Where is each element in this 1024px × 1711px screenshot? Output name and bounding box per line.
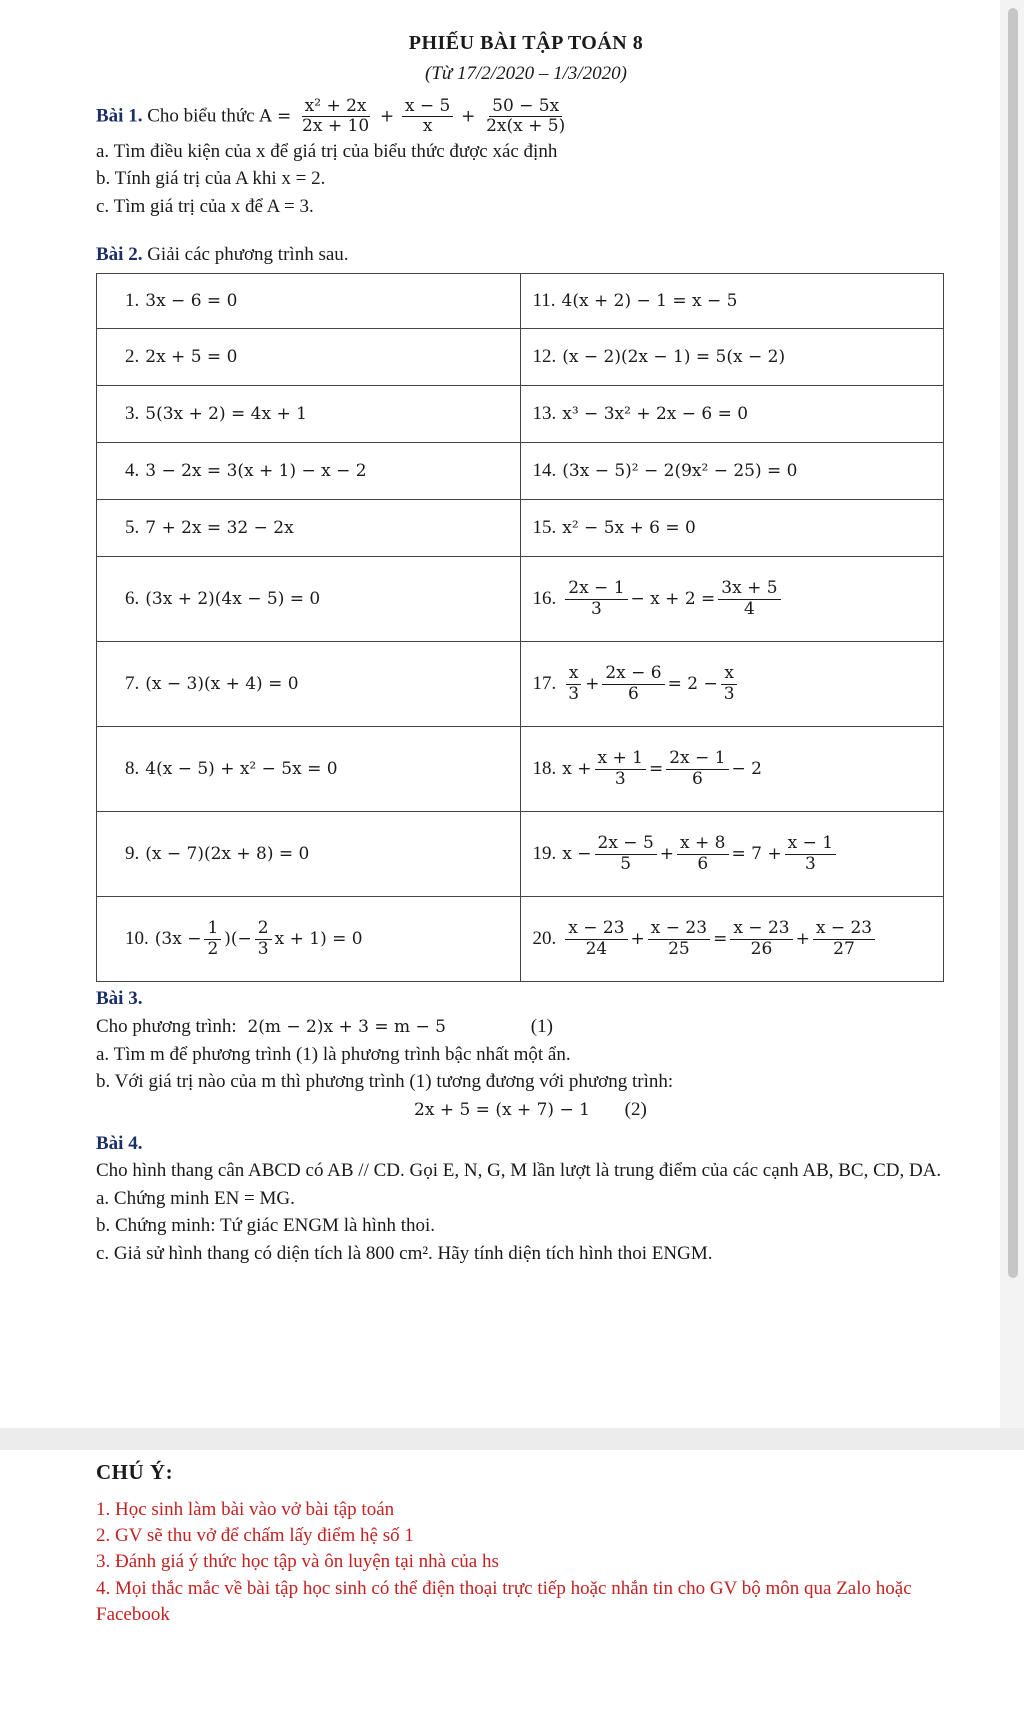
equation-cell <box>520 274 944 329</box>
fraction-denominator: 2x + 10 <box>302 116 370 137</box>
fraction-denominator: 27 <box>833 938 855 959</box>
equation-text: (3x − 5)² − 2(9x² − 25) = 0 <box>562 461 798 482</box>
equation-operator: = <box>713 928 728 949</box>
equation-operator: (3x − <box>154 928 202 949</box>
equation-cell <box>97 443 521 500</box>
equation-cell <box>97 642 521 727</box>
bai2-intro: Giải các phương trình sau. <box>147 243 349 265</box>
bai2-heading <box>96 242 956 268</box>
equation-cell <box>97 329 521 386</box>
equation-text: 5(3x + 2) = 4x + 1 <box>145 404 307 425</box>
bai1-intro: Cho biểu thức <box>147 105 255 127</box>
equation-operator: + <box>795 928 810 949</box>
fraction-denominator: 3 <box>723 683 735 704</box>
fraction-denominator: 3 <box>614 768 626 789</box>
equation-number: 9. <box>125 843 140 865</box>
bai1-fraction-3 <box>483 97 568 137</box>
fraction-numerator: x <box>721 664 737 685</box>
equation-expression <box>154 918 363 959</box>
equation-expression <box>562 663 740 704</box>
equation-cell <box>520 329 944 386</box>
equation-operator: = 7 + <box>731 843 782 864</box>
fraction-numerator: x − 23 <box>813 919 875 940</box>
equation-text: 4(x + 2) − 1 = x − 5 <box>561 291 738 312</box>
bai3-item-b: b. Với giá trị nào của m thì phương trình (1) tương đương với phương trình: <box>96 1071 674 1093</box>
plus-sign: + <box>379 106 395 127</box>
fraction-denominator: 4 <box>744 598 755 619</box>
fraction-numerator: x − 1 <box>785 834 836 855</box>
bai1-item-a: a. Tìm điều kiện của x để giá trị của biểu thức được xác định <box>96 140 558 162</box>
equation-operator: + <box>630 928 645 949</box>
fraction-denominator: 3 <box>568 683 580 704</box>
equation-operator: = 2 − <box>667 673 718 694</box>
equation-text: 3 − 2x = 3(x + 1) − x − 2 <box>145 461 367 482</box>
equation-number: 12. <box>532 346 557 368</box>
equation-number: 4. <box>125 460 140 482</box>
fraction <box>595 749 646 789</box>
scrollbar-thumb[interactable] <box>1008 8 1018 1278</box>
fraction-numerator: x² + 2x <box>302 97 370 118</box>
fraction-denominator: 3 <box>257 938 269 959</box>
fraction <box>565 579 627 619</box>
bai1-expr-lhs: A = <box>259 106 292 127</box>
fraction <box>565 919 627 959</box>
bai3-equation-2-tag: (2) <box>624 1098 647 1120</box>
bai4-intro: Cho hình thang cân ABCD có AB // CD. Gọi E, N, G, M lần lượt là trung điểm của các cạnh AB, BC, CD, DA. <box>96 1160 942 1182</box>
equations-table <box>96 273 944 982</box>
fraction-denominator: x <box>422 116 433 137</box>
worksheet-content <box>96 30 956 1269</box>
table-row <box>97 812 944 897</box>
bai1-label: Bài 1. <box>96 105 143 127</box>
equation-text: 7 + 2x = 32 − 2x <box>145 518 294 539</box>
fraction <box>718 579 780 619</box>
fraction-numerator: x − 23 <box>648 919 710 940</box>
equation-expression <box>562 748 762 789</box>
fraction <box>565 664 582 704</box>
bai4-item-a: a. Chứng minh EN = MG. <box>96 1187 295 1209</box>
equation-number: 14. <box>532 460 557 482</box>
fraction-numerator: x − 23 <box>565 919 627 940</box>
equation-number: 2. <box>125 346 140 368</box>
fraction <box>730 919 792 959</box>
fraction <box>204 919 221 959</box>
equation-cell <box>97 274 521 329</box>
fraction-denominator: 26 <box>750 938 773 959</box>
plus-sign: + <box>461 106 476 127</box>
fraction <box>721 664 738 704</box>
fraction-numerator: x − 23 <box>730 919 792 940</box>
table-row <box>97 557 944 642</box>
fraction <box>813 919 875 959</box>
equation-cell <box>97 386 521 443</box>
equation-operator: + <box>585 673 600 694</box>
fraction-denominator: 6 <box>628 683 639 704</box>
worksheet-date-range: (Từ 17/2/2020 – 1/3/2020) <box>425 63 627 84</box>
equation-number: 5. <box>125 517 140 539</box>
equation-text: x² − 5x + 6 = 0 <box>562 518 696 539</box>
fraction-numerator: x + 8 <box>677 834 728 855</box>
fraction-numerator: 50 − 5x <box>489 97 562 118</box>
bai1-expression-line <box>96 97 956 137</box>
fraction-denominator: 2x(x + 5) <box>486 116 566 137</box>
note-item: 1. Học sinh làm bài vào vở bài tập toán <box>96 1499 395 1520</box>
fraction-denominator: 3 <box>590 598 602 619</box>
bai2-label: Bài 2. <box>96 243 143 265</box>
equation-text: x³ − 3x² + 2x − 6 = 0 <box>562 404 749 425</box>
equation-number: 10. <box>125 927 149 949</box>
bai1-fraction-1 <box>299 97 372 137</box>
equation-number: 13. <box>532 403 557 425</box>
fraction-numerator: 2x − 6 <box>602 664 664 685</box>
equation-operator: − 2 <box>731 758 762 779</box>
equation-cell <box>520 443 944 500</box>
note-item: 3. Đánh giá ý thức học tập và ôn luyện tại nhà của hs <box>96 1551 499 1573</box>
fraction-denominator: 25 <box>668 938 690 959</box>
fraction-numerator: 2 <box>255 919 272 940</box>
equation-expression <box>562 918 878 959</box>
fraction <box>602 664 664 704</box>
bai4-item-c: c. Giả sử hình thang có diện tích là 800 cm². Hãy tính diện tích hình thoi ENGM. <box>96 1243 713 1265</box>
equation-number: 3. <box>125 403 140 425</box>
equation-cell <box>520 557 944 642</box>
note-item: 2. GV sẽ thu vở để chấm lấy điểm hệ số 1 <box>96 1525 414 1547</box>
equation-text: 2x + 5 = 0 <box>145 347 238 368</box>
equation-cell <box>520 500 944 557</box>
equation-cell <box>520 897 944 982</box>
equation-number: 6. <box>125 588 140 610</box>
fraction-numerator: x <box>566 664 582 685</box>
section-divider <box>0 1428 1024 1450</box>
fraction-numerator: x − 5 <box>402 97 453 118</box>
note-item: 4. Mọi thắc mắc về bài tập học sinh có thể điện thoại trực tiếp hoặc nhắn tin cho GV bộ môn qua Zalo hoặc Facebook <box>96 1577 912 1625</box>
table-row <box>97 727 944 812</box>
fraction-denominator: 3 <box>804 853 816 874</box>
equation-number: 18. <box>532 757 557 779</box>
bai1-item-c: c. Tìm giá trị của x để A = 3. <box>96 196 314 218</box>
fraction-numerator: 3x + 5 <box>718 579 780 600</box>
equation-number: 20. <box>532 927 557 949</box>
equation-number: 15. <box>532 517 557 539</box>
equation-cell <box>520 386 944 443</box>
bai3-equation-2: 2x + 5 = (x + 7) − 1 <box>414 1099 590 1120</box>
table-row <box>97 274 944 329</box>
bai4-item-b: b. Chứng minh: Tứ giác ENGM là hình thoi. <box>96 1215 436 1237</box>
fraction-numerator: 2x − 5 <box>595 834 657 855</box>
bai3-equation-2-line <box>96 1097 956 1123</box>
fraction-numerator: 1 <box>204 919 221 940</box>
fraction <box>648 919 710 959</box>
equation-text: 3x − 6 = 0 <box>145 291 238 312</box>
table-row <box>97 642 944 727</box>
table-row <box>97 443 944 500</box>
equation-number: 19. <box>532 842 557 864</box>
equation-operator: + <box>659 843 675 864</box>
bai1-item-b: b. Tính giá trị của A khi x = 2. <box>96 168 326 190</box>
bai4-label: Bài 4. <box>96 1132 143 1154</box>
equation-operator: − x + 2 = <box>630 588 716 609</box>
equation-text: (x − 2)(2x − 1) = 5(x − 2) <box>562 347 786 368</box>
equation-text: (3x + 2)(4x − 5) = 0 <box>145 589 321 610</box>
bai1-fraction-2 <box>402 97 453 137</box>
equation-text: (x − 3)(x + 4) = 0 <box>145 674 299 695</box>
bai3-equation-1-line <box>96 1014 956 1040</box>
equation-number: 11. <box>532 290 556 312</box>
equation-expression <box>562 578 783 619</box>
equation-operator: x + 1) = 0 <box>274 928 363 949</box>
equation-text: (x − 7)(2x + 8) = 0 <box>145 844 310 865</box>
table-row <box>97 386 944 443</box>
equation-number: 16. <box>532 587 557 609</box>
equation-cell <box>520 812 944 897</box>
bai3-intro: Cho phương trình: <box>96 1015 237 1037</box>
equation-cell <box>97 727 521 812</box>
fraction <box>677 834 728 874</box>
equation-text: 4(x − 5) + x² − 5x = 0 <box>145 759 338 780</box>
fraction-numerator: 2x − 1 <box>565 579 627 600</box>
table-row <box>97 329 944 386</box>
fraction <box>595 834 657 874</box>
equation-operator: x + <box>562 758 592 779</box>
equation-expression <box>562 833 839 874</box>
worksheet-title: PHIẾU BÀI TẬP TOÁN 8 <box>408 32 644 54</box>
fraction-denominator: 6 <box>697 853 709 874</box>
bai3-equation-1: 2(m − 2)x + 3 = m − 5 <box>247 1016 447 1037</box>
equation-cell <box>97 557 521 642</box>
fraction-denominator: 5 <box>620 853 632 874</box>
fraction <box>666 749 728 789</box>
equation-operator: )(− <box>224 928 252 949</box>
equation-number: 7. <box>125 673 140 695</box>
notes-section <box>96 1460 956 1628</box>
fraction-denominator: 6 <box>691 768 703 789</box>
equation-number: 8. <box>125 758 140 780</box>
fraction <box>785 834 836 874</box>
bai3-equation-1-tag: (1) <box>530 1015 553 1037</box>
equation-number: 17. <box>532 672 557 694</box>
equation-cell <box>97 500 521 557</box>
fraction <box>255 919 272 959</box>
table-row <box>97 897 944 982</box>
equation-cell <box>520 642 944 727</box>
equation-operator: x − <box>562 843 592 864</box>
fraction-numerator: 2x − 1 <box>666 749 728 770</box>
fraction-denominator: 2 <box>207 938 219 959</box>
bai3-item-a: a. Tìm m để phương trình (1) là phương trình bậc nhất một ẩn. <box>96 1043 571 1065</box>
fraction-numerator: x + 1 <box>595 749 646 770</box>
equation-cell <box>520 727 944 812</box>
equation-cell <box>97 897 521 982</box>
notes-title: CHÚ Ý: <box>96 1460 174 1484</box>
bai3-label: Bài 3. <box>96 988 143 1010</box>
equation-operator: = <box>648 758 664 779</box>
fraction-denominator: 24 <box>585 938 608 959</box>
table-row <box>97 500 944 557</box>
equation-cell <box>97 812 521 897</box>
equation-number: 1. <box>125 290 140 312</box>
